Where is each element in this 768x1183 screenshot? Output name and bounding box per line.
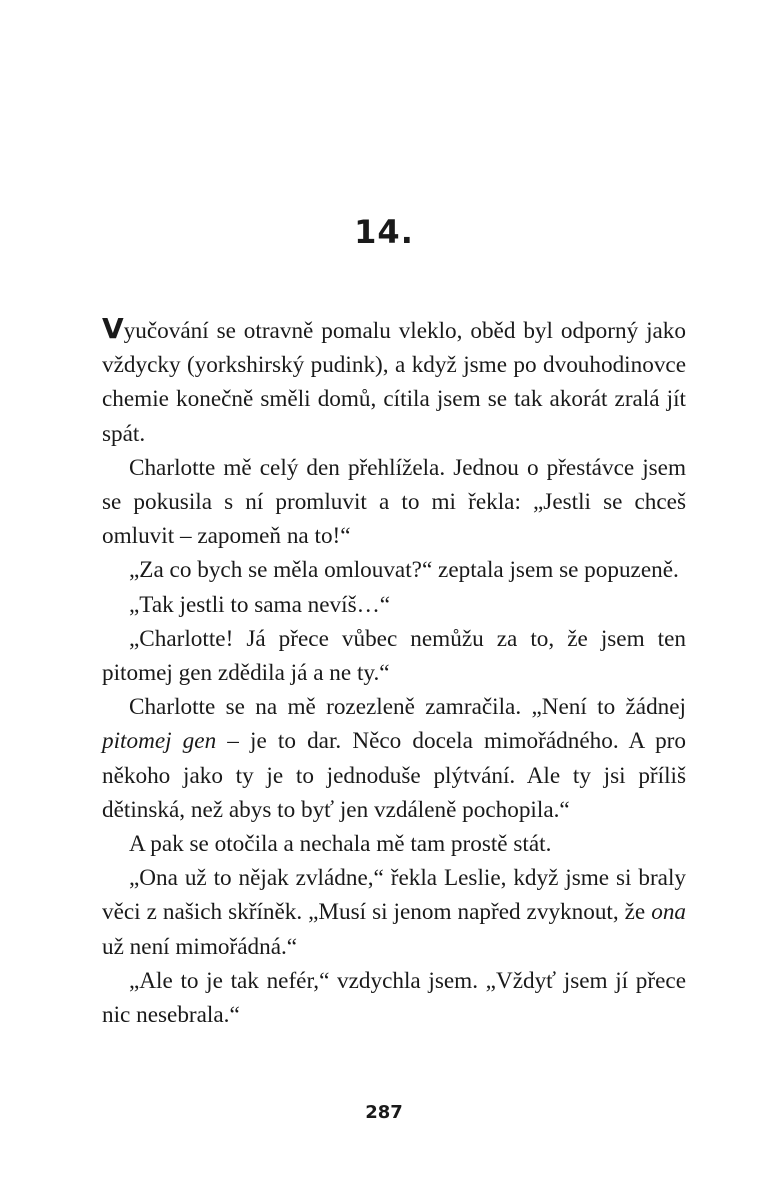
paragraph-3: „Za co bych se měla omlouvat?“ zeptala jsem se popuzeně. — [129, 557, 679, 584]
paragraph-8-before: „Ona už to nějak zvládne,“ řekla Leslie, když jsme si braly věci z našich skříněk. „Musí si jenom napřed zvyknout, že — [102, 865, 686, 926]
paragraph-8 — [102, 861, 686, 964]
chapter-number: 14. — [354, 213, 414, 251]
paragraph-4: „Tak jestli to sama nevíš…“ — [129, 591, 391, 618]
paragraph-1 — [102, 312, 686, 451]
paragraph-6 — [102, 690, 686, 827]
paragraph-6-after: – je to dar. Něco docela mimořádného. A pro někoho jako ty je to jednoduše plýtvání. Ale ty jsi příliš dětinská, než abys to byť jen vzdáleně pochopila.“ — [102, 728, 686, 823]
body-text — [102, 312, 686, 1032]
paragraph-8-italic: ona — [651, 899, 686, 926]
paragraph-6-italic: pitomej gen — [102, 728, 217, 755]
paragraph-6-before: Charlotte se na mě rozezleně zamračila. „Není to žádnej — [129, 694, 686, 721]
paragraph-5: „Charlotte! Já přece vůbec nemůžu za to, že jsem ten pitomej gen zdědila já a ne ty.“ — [102, 625, 686, 687]
drop-cap: V — [102, 312, 124, 345]
paragraph-9: „Ale to je tak nefér,“ vzdychla jsem. „Vždyť jsem jí přece nic nesebrala.“ — [102, 967, 686, 1029]
paragraph-7: A pak se otočila a nechala mě tam prostě stát. — [129, 831, 552, 858]
paragraph-8-after: už není mimořádná.“ — [102, 933, 298, 960]
paragraph-2: Charlotte mě celý den přehlížela. Jednou o přestávce jsem se pokusila s ní promluvit a to mi řekla: „Jestli se chceš omluvit – zapomeň na to!“ — [102, 454, 686, 550]
paragraph-1-text: yučování se otravně pomalu vleklo, oběd byl odporný jako vždycky (yorkshirský pudink), a když jsme po dvouhodinovce chemie konečně směli domů, cítila jsem se tak akorát zralá jít spát. — [102, 318, 686, 447]
page-number: 287 — [365, 1102, 403, 1123]
